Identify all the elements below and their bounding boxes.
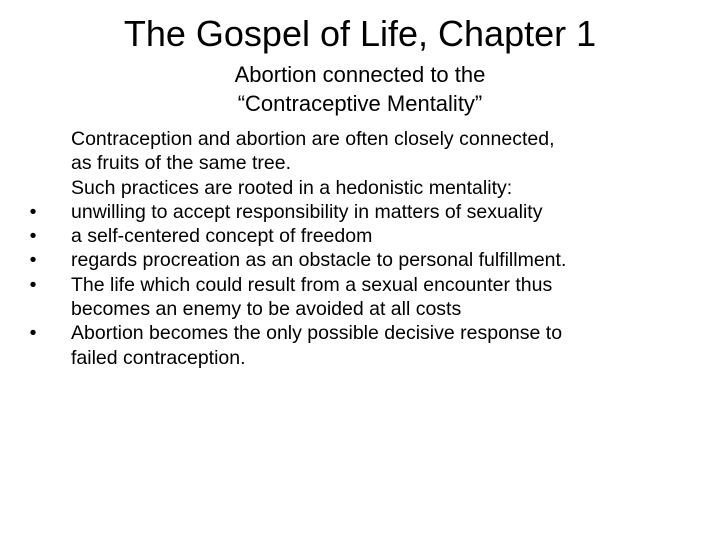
bullet-text: becomes an enemy to be avoided at all costs [71,298,462,321]
bullet-text: regards procreation as an obstacle to personal fulfillment. [71,249,567,272]
bullet-icon: • [29,322,37,345]
bullet-item [20,200,710,224]
subtitle-line: “Contraceptive Mentality” [237,91,483,116]
bullet-icon: • [29,273,37,296]
bullet-item [20,248,710,272]
body-paragraph [20,127,710,176]
subtitle-line: Abortion connected to the [234,62,486,87]
bullet-text: failed contraception. [71,346,246,369]
bullet-text: The life which could result from a sexual encounter thus [71,273,553,296]
slide-body [20,127,710,370]
slide-subtitle [100,60,620,118]
body-paragraph [20,176,710,200]
bullet-item [20,273,710,322]
paragraph-line: Contraception and abortion are often closely connected, [71,128,555,150]
bullet-text: unwilling to accept responsibility in matters of sexuality [71,200,543,223]
bullet-icon: • [29,200,37,223]
bullet-text: Abortion becomes the only possible decisive response to [71,322,563,345]
bullet-item [20,224,710,248]
bullet-icon: • [29,225,37,248]
paragraph-line: as fruits of the same tree. [71,152,292,175]
bullet-text: a self-centered concept of freedom [71,225,373,248]
paragraph-line: Such practices are rooted in a hedonistic mentality: [71,176,513,199]
bullet-icon: • [29,249,37,272]
slide-title: The Gospel of Life, Chapter 1 [123,13,597,54]
bullet-item [20,321,710,370]
